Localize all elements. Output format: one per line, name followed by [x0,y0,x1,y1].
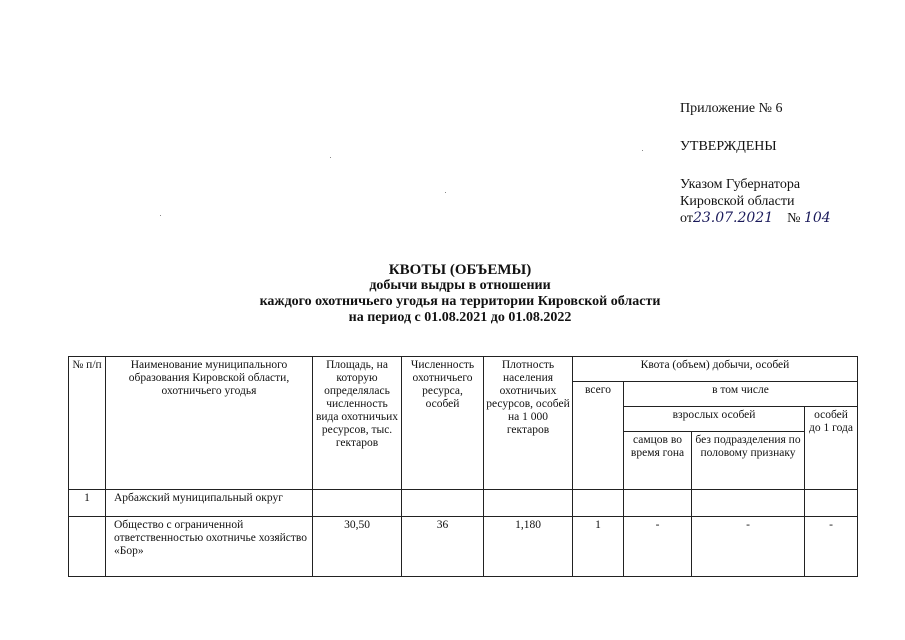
cell-num [69,517,106,577]
table-row [69,517,858,577]
cell-count: 36 [402,517,484,577]
decree-date-line [680,210,831,227]
cell-count [402,490,484,517]
scan-speck [642,150,643,151]
header-area: Площадь, на которую определялась численность вида охотничьих ресурсов, тыс. гектаров [313,357,402,490]
scan-speck [445,192,446,193]
cell-no-sex [692,490,805,517]
handwritten-date: 23.07.2021 [692,210,774,226]
header-total: всего [573,382,624,490]
cell-area: 30,50 [313,517,402,577]
date-prefix: от [680,211,693,226]
cell-density [484,490,573,517]
decree-line-1: Указом Губернатора [680,177,801,192]
cell-density: 1,180 [484,517,573,577]
header-num: № п/п [69,357,106,490]
title-line-3: каждого охотничьего угодья на территории Кировской области [259,294,661,309]
scan-speck [330,157,331,158]
title-line-2: добычи выдры в отношении [369,278,551,293]
cell-males [624,490,692,517]
header-including: в том числе [624,382,858,407]
scan-speck [160,215,161,216]
title-line-4: на период с 01.08.2021 до 01.08.2022 [348,310,572,325]
cell-name: Общество с ограниченной ответственностью охотничье хозяйство «Бор» [106,517,313,577]
cell-under-year [805,490,858,517]
cell-name: Арбажский муниципальный округ [106,490,313,517]
approved-label: УТВЕРЖДЕНЫ [680,139,777,154]
cell-area [313,490,402,517]
handwritten-number: 104 [803,210,831,226]
header-under-year: особей до 1 года [805,407,858,490]
cell-num: 1 [69,490,106,517]
title-line-1: КВОТЫ (ОБЪЕМЫ) [388,262,532,278]
number-prefix: № [787,211,801,226]
header-quota: Квота (объем) добычи, особей [573,357,858,382]
header-density: Плотность населения охотничьих ресурсов, особей на 1 000 гектаров [484,357,573,490]
quota-table [68,356,858,577]
header-no-sex: без подразделения по половому признаку [692,432,805,490]
table-row [69,490,858,517]
cell-no-sex: - [692,517,805,577]
cell-total: 1 [573,517,624,577]
header-adults: взрослых особей [624,407,805,432]
appendix-number: Приложение № 6 [680,101,783,116]
cell-under-year: - [805,517,858,577]
header-count: Численность охотничьего ресурса, особей [402,357,484,490]
header-males: самцов во время гона [624,432,692,490]
document-title [160,262,760,326]
appendix-block [680,100,831,227]
cell-total [573,490,624,517]
header-name: Наименование муниципального образования Кировской области, охотничьего угодья [106,357,313,490]
decree-line-2: Кировской области [680,194,795,209]
cell-males: - [624,517,692,577]
